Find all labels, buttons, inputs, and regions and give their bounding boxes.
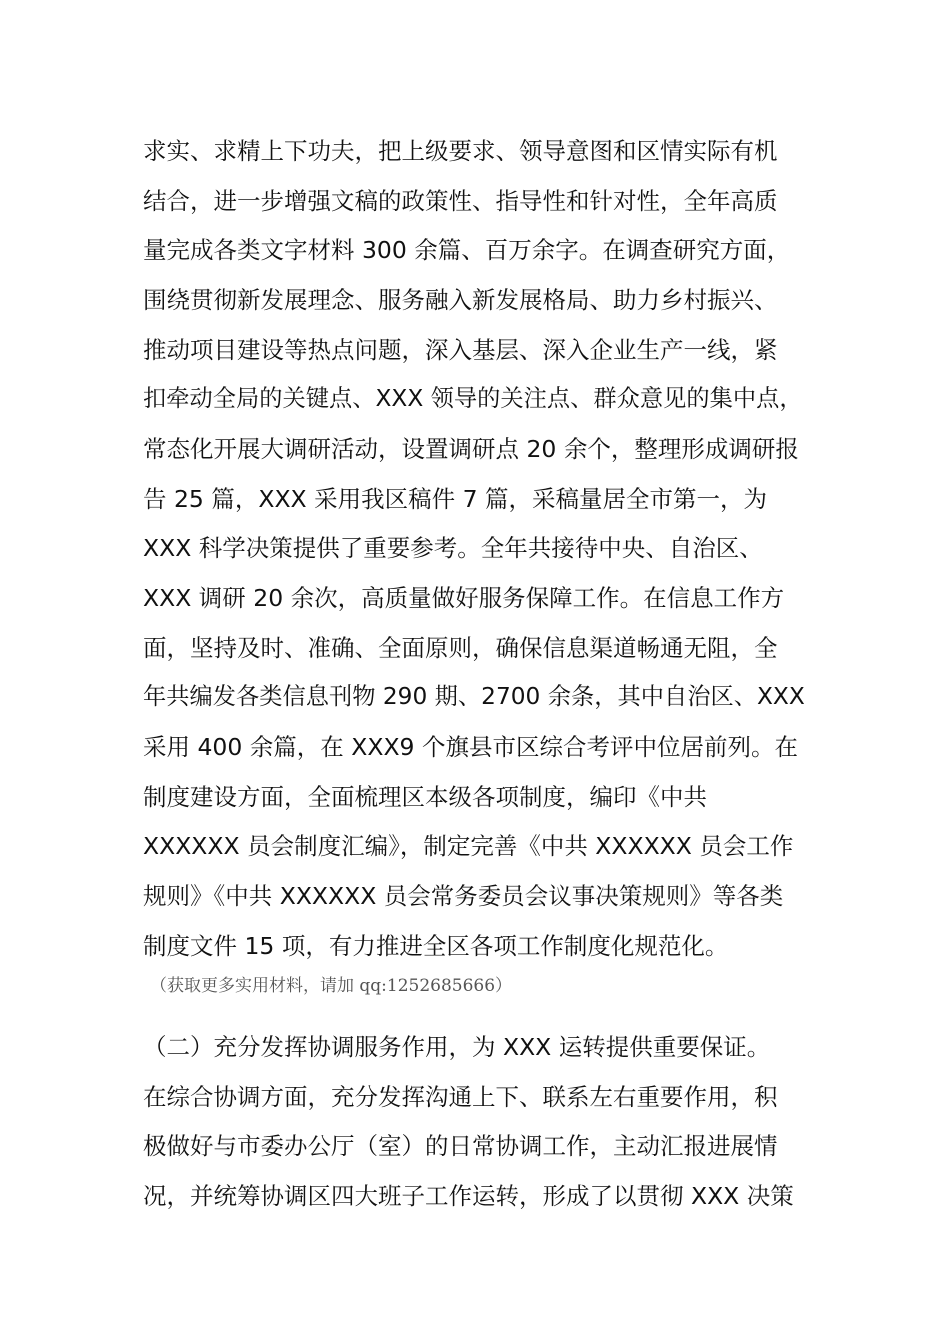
text-line: 扣牵动全局的关键点、XXX 领导的关注点、群众意见的集中点，	[143, 385, 803, 412]
text-line: XXX 科学决策提供了重要参考。全年共接待中央、自治区、	[143, 534, 763, 562]
text-line: 围绕贯彻新发展理念、服务融入新发展格局、助力乡村振兴、	[143, 286, 778, 314]
text-line: 求实、求精上下功夫，把上级要求、领导意图和区情实际有机	[143, 137, 778, 165]
text-line: 量完成各类文字材料 300 余篇、百万余字。在调查研究方面，	[143, 236, 791, 264]
text-line: 制度文件 15 项，有力推进全区各项工作制度化规范化。	[143, 932, 729, 960]
text-line: 在综合协调方面，充分发挥沟通上下、联系左右重要作用，积	[143, 1083, 778, 1111]
text-line: 况，并统筹协调区四大班子工作运转，形成了以贯彻 XXX 决策	[143, 1182, 794, 1210]
text-line: 面，坚持及时、准确、全面原则，确保信息渠道畅通无阻，全	[143, 634, 778, 662]
text-line: 年共编发各类信息刊物 290 期、2700 余条，其中自治区、XXX	[143, 683, 805, 710]
text-line: XXX 调研 20 余次，高质量做好服务保障工作。在信息工作方	[143, 584, 785, 612]
promo-note: （获取更多实用材料，请加 qq:1252685666）	[150, 976, 513, 996]
text-line: XXXXXX 员会制度汇编》，制定完善《中共 XXXXXX 员会工作	[143, 832, 794, 860]
text-line: 推动项目建设等热点问题，深入基层、深入企业生产一线，紧	[143, 336, 778, 364]
text-line: 采用 400 余篇，在 XXX9 个旗县市区综合考评中位居前列。在	[143, 733, 798, 761]
text-line: 制度建设方面，全面梳理区本级各项制度，编印《中共	[143, 783, 707, 811]
text-line: 规则》《中共 XXXXXX 员会常务委员会议事决策规则》等各类	[143, 882, 784, 910]
text-line: 极做好与市委办公厅（室）的日常协调工作，主动汇报进展情	[143, 1132, 778, 1160]
text-line: 结合，进一步增强文稿的政策性、指导性和针对性，全年高质	[143, 187, 778, 215]
section-heading-line: （二）充分发挥协调服务作用，为 XXX 运转提供重要保证。	[143, 1033, 771, 1061]
text-line: 常态化开展大调研活动，设置调研点 20 余个，整理形成调研报	[143, 435, 799, 463]
text-line: 告 25 篇，XXX 采用我区稿件 7 篇，采稿量居全市第一，为	[143, 485, 768, 513]
